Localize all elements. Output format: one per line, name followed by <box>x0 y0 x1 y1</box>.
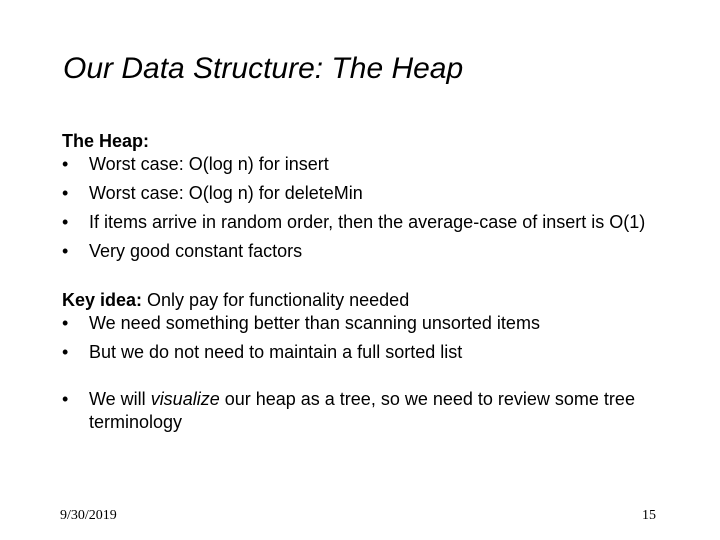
bullet-text: But we do not need to maintain a full sorted list <box>89 342 463 362</box>
bullet-glyph: • <box>62 183 69 203</box>
footer-page-number: 15 <box>642 508 656 523</box>
bullet-glyph: • <box>62 154 69 174</box>
key-idea-label: Key idea: <box>62 290 143 310</box>
bullet-text <box>89 388 682 434</box>
key-idea-text: Only pay for functionality needed <box>142 290 410 310</box>
slide-body <box>62 130 682 440</box>
list-item <box>62 312 682 335</box>
bullet-text: Worst case: O(log n) for deleteMin <box>89 183 363 203</box>
bullet-glyph: • <box>62 212 69 232</box>
bullet-text: Worst case: O(log n) for insert <box>89 154 329 174</box>
bullet-text: We need something better than scanning unsorted items <box>89 313 540 333</box>
bullet-text: Very good constant factors <box>89 241 303 261</box>
list-item <box>62 240 682 263</box>
list-item <box>62 153 682 176</box>
bullet-glyph: • <box>62 342 69 362</box>
list-item <box>62 341 682 364</box>
bullet-glyph: • <box>62 241 69 261</box>
section-heading-key-idea <box>62 289 682 312</box>
section-heading-heap: The Heap: <box>62 131 150 151</box>
footer-date: 9/30/2019 <box>60 508 117 523</box>
list-item <box>62 388 682 434</box>
bullet-text: If items arrive in random order, then the average-case of insert is O(1) <box>89 212 646 232</box>
bullet-glyph: • <box>62 389 69 409</box>
list-item <box>62 182 682 205</box>
spacer <box>62 370 682 388</box>
list-item <box>62 211 682 234</box>
bullet-text-emphasis: visualize <box>150 389 220 409</box>
bullet-text-prefix: We will <box>89 389 151 409</box>
bullet-glyph: • <box>62 313 69 333</box>
bullet-text-suffix: our heap as a tree, so we need to review some tree terminology <box>89 389 635 432</box>
spacer <box>62 269 682 289</box>
slide-title: Our Data Structure: The Heap <box>63 52 464 85</box>
